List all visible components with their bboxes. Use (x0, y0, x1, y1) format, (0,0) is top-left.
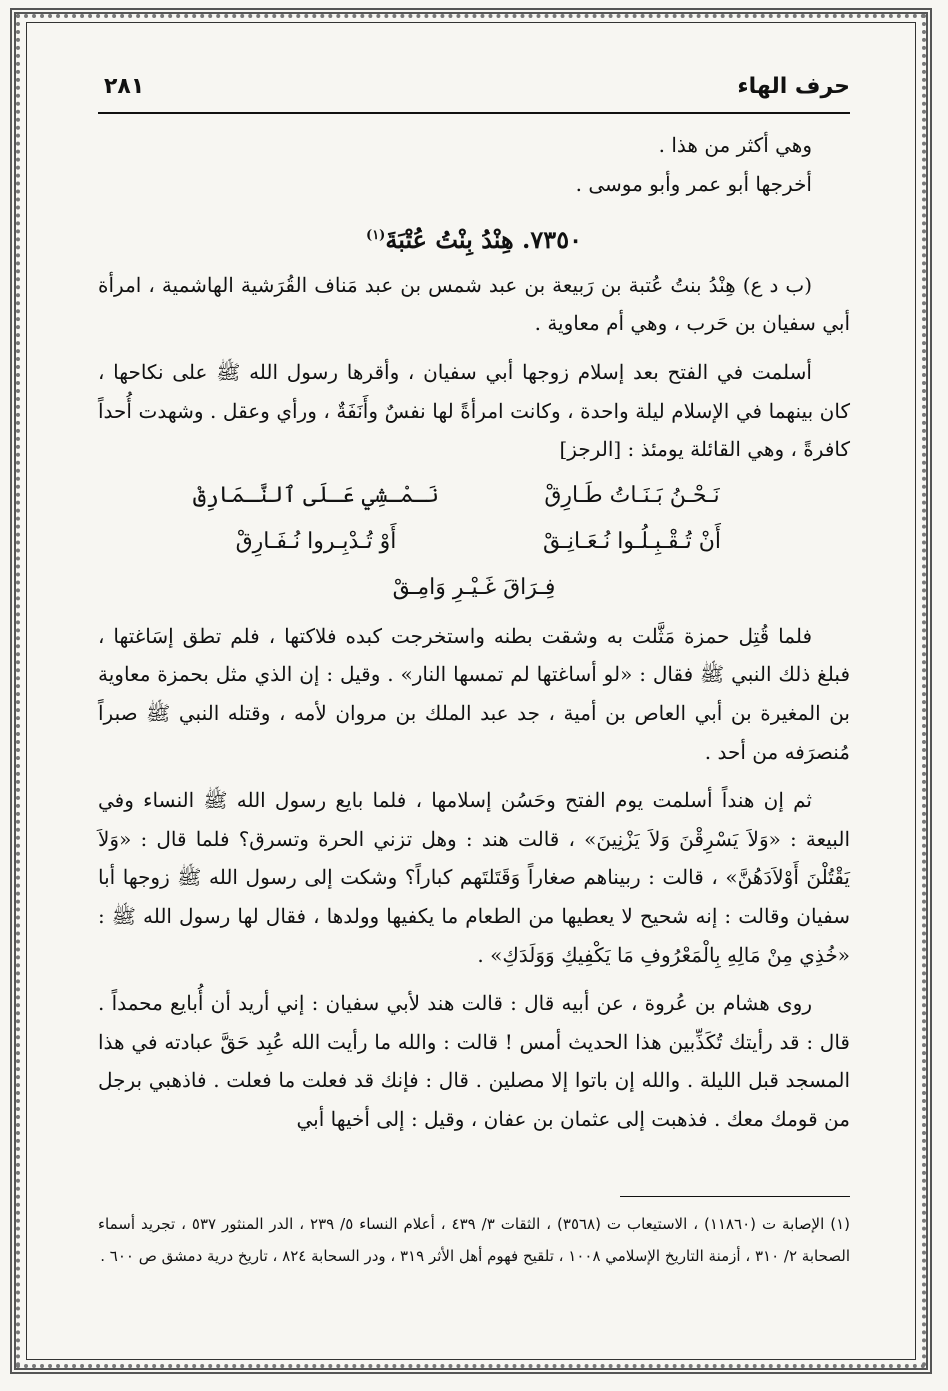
hemistich-second: أَوْ تُـدْبِـروا نُـفَـارِقْ (235, 528, 397, 554)
page-header (98, 70, 850, 114)
hemistich-first: أَنْ تُـقْـبِـلُـوا نُـعَـانِـقْ (543, 528, 721, 554)
paragraph: فلما قُتِل حمزة مَثَّلت به وشقت بطنه واستخرجت كبده فلاكتها ، فلم تطق إسَاغتها ، فبلغ ذلك النبي ﷺ فقال : «لو أساغتها لم تمسها النار» . وقيل : إن الذي مثل بحمزة معاوية بن المغيرة بن أبي العاص بن أمية ، جد عبد الملك بن مروان لأمه ، وقتله النبي ﷺ صبراً مُنصرَفه من أحد . (98, 623, 850, 764)
entry-heading (98, 217, 850, 260)
footnote-separator (620, 1196, 850, 1197)
paragraph: أخرجها أبو عمر وأبو موسى . (575, 171, 812, 196)
hemistich-first: نَـحْـنُ بَـنَـاتُ طَـارِقْ (544, 482, 720, 508)
poem-line-single: فِـرَاقَ غَـيْـرِ وَامِـقْ (392, 574, 556, 600)
book-page (98, 58, 850, 1348)
poem-line (98, 519, 850, 565)
main-text (98, 126, 850, 1138)
running-title: حرف الهاء (737, 74, 850, 99)
paragraph: روى هشام بن عُروة ، عن أبيه قال : قالت هند لأبي سفيان : إني أريد أن أُبايع محمداً . قال : قد رأيتك تُكَذِّبين هذا الحديث أمس ! قالت : والله ما رأيت الله عُبِد حَقَّ عبادته في هذا المسجد قبل الليلة . والله إن باتوا إلا مصلين . قال : فإنك قد فعلت ما فعلت . فاذهبي برجل من قومك معك . فذهبت إلى عثمان بن عفان ، وقيل : إلى أخيها أبي (98, 991, 850, 1131)
entry-title-text: ٧٣٥٠. هِنْدُ بِنْتُ عُتْبَةَ (385, 225, 582, 255)
hemistich-second: نَـمْـشِي عَـلَى ٱلنَّـمَارِقْ (192, 482, 440, 508)
paragraph: أسلمت في الفتح بعد إسلام زوجها أبي سفيان ، وأقرها رسول الله ﷺ على نكاحها ، كان بينهما في الإسلام ليلة واحدة ، وكانت امرأةً لها نفسٌ وأَنَفَةٌ ، ورأي وعقل . وشهدت أُحداً كافرةً ، وهي القائلة يومئذ : [الرجز] (98, 359, 850, 462)
footnote-marker: (١) (366, 228, 386, 244)
footnotes (98, 1208, 850, 1272)
footnote: (١) الإصابة ت (١١٨٦٠) ، الاستيعاب ت (٣٥٦٨) ، الثقات ٣/ ٤٣٩ ، أعلام النساء ٥/ ٢٣٩ ، الدر المنثور ٥٣٧ ، تجريد أسماء الصحابة ٢/ ٣١٠ ، أزمنة التاريخ الإسلامي ١٠٠٨ ، تلقيح فهوم أهل الأثر ٣١٩ ، ودر السحابة ٨٢٤ ، تاريخ درية دمشق ص ٦٠٠ . (98, 1215, 850, 1265)
paragraph: (ب د ع) هِنْدُ بنتُ عُتبة بن رَبيعة بن عبد شمس بن عبد مَناف القُرَشية الهاشمية ، امرأة أبي سفيان بن حَرب ، وهي أم معاوية . (98, 272, 850, 336)
poem (98, 473, 850, 611)
paragraph: ثم إن هنداً أسلمت يوم الفتح وحَسُن إسلامها ، فلما بايع رسول الله ﷺ النساء وفي البيعة : «وَلاَ يَسْرِقْنَ وَلاَ يَزْنِينَ» ، قالت هند : وهل تزني الحرة وتسرق؟ فلما قال : «وَلاَ يَقْتُلْنَ أَوْلاَدَهُنَّ» ، قالت : ربيناهم صغاراً وَقَتَلتَهم كباراً؟ وشكت إلى رسول الله ﷺ زوجها أبا سفيان وقالت : إنه شحيح لا يعطيها من الطعام ما يكفيها وولدها ، فقال لها رسول الله ﷺ : «خُذِي مِنْ مَالِهِ بِالْمَعْرُوفِ مَا يَكْفِيكِ وَوَلَدَكِ» . (98, 788, 850, 967)
paragraph: وهي أكثر من هذا . (658, 133, 812, 157)
poem-line (98, 473, 850, 519)
page-number: ٢٨١ (104, 74, 145, 99)
